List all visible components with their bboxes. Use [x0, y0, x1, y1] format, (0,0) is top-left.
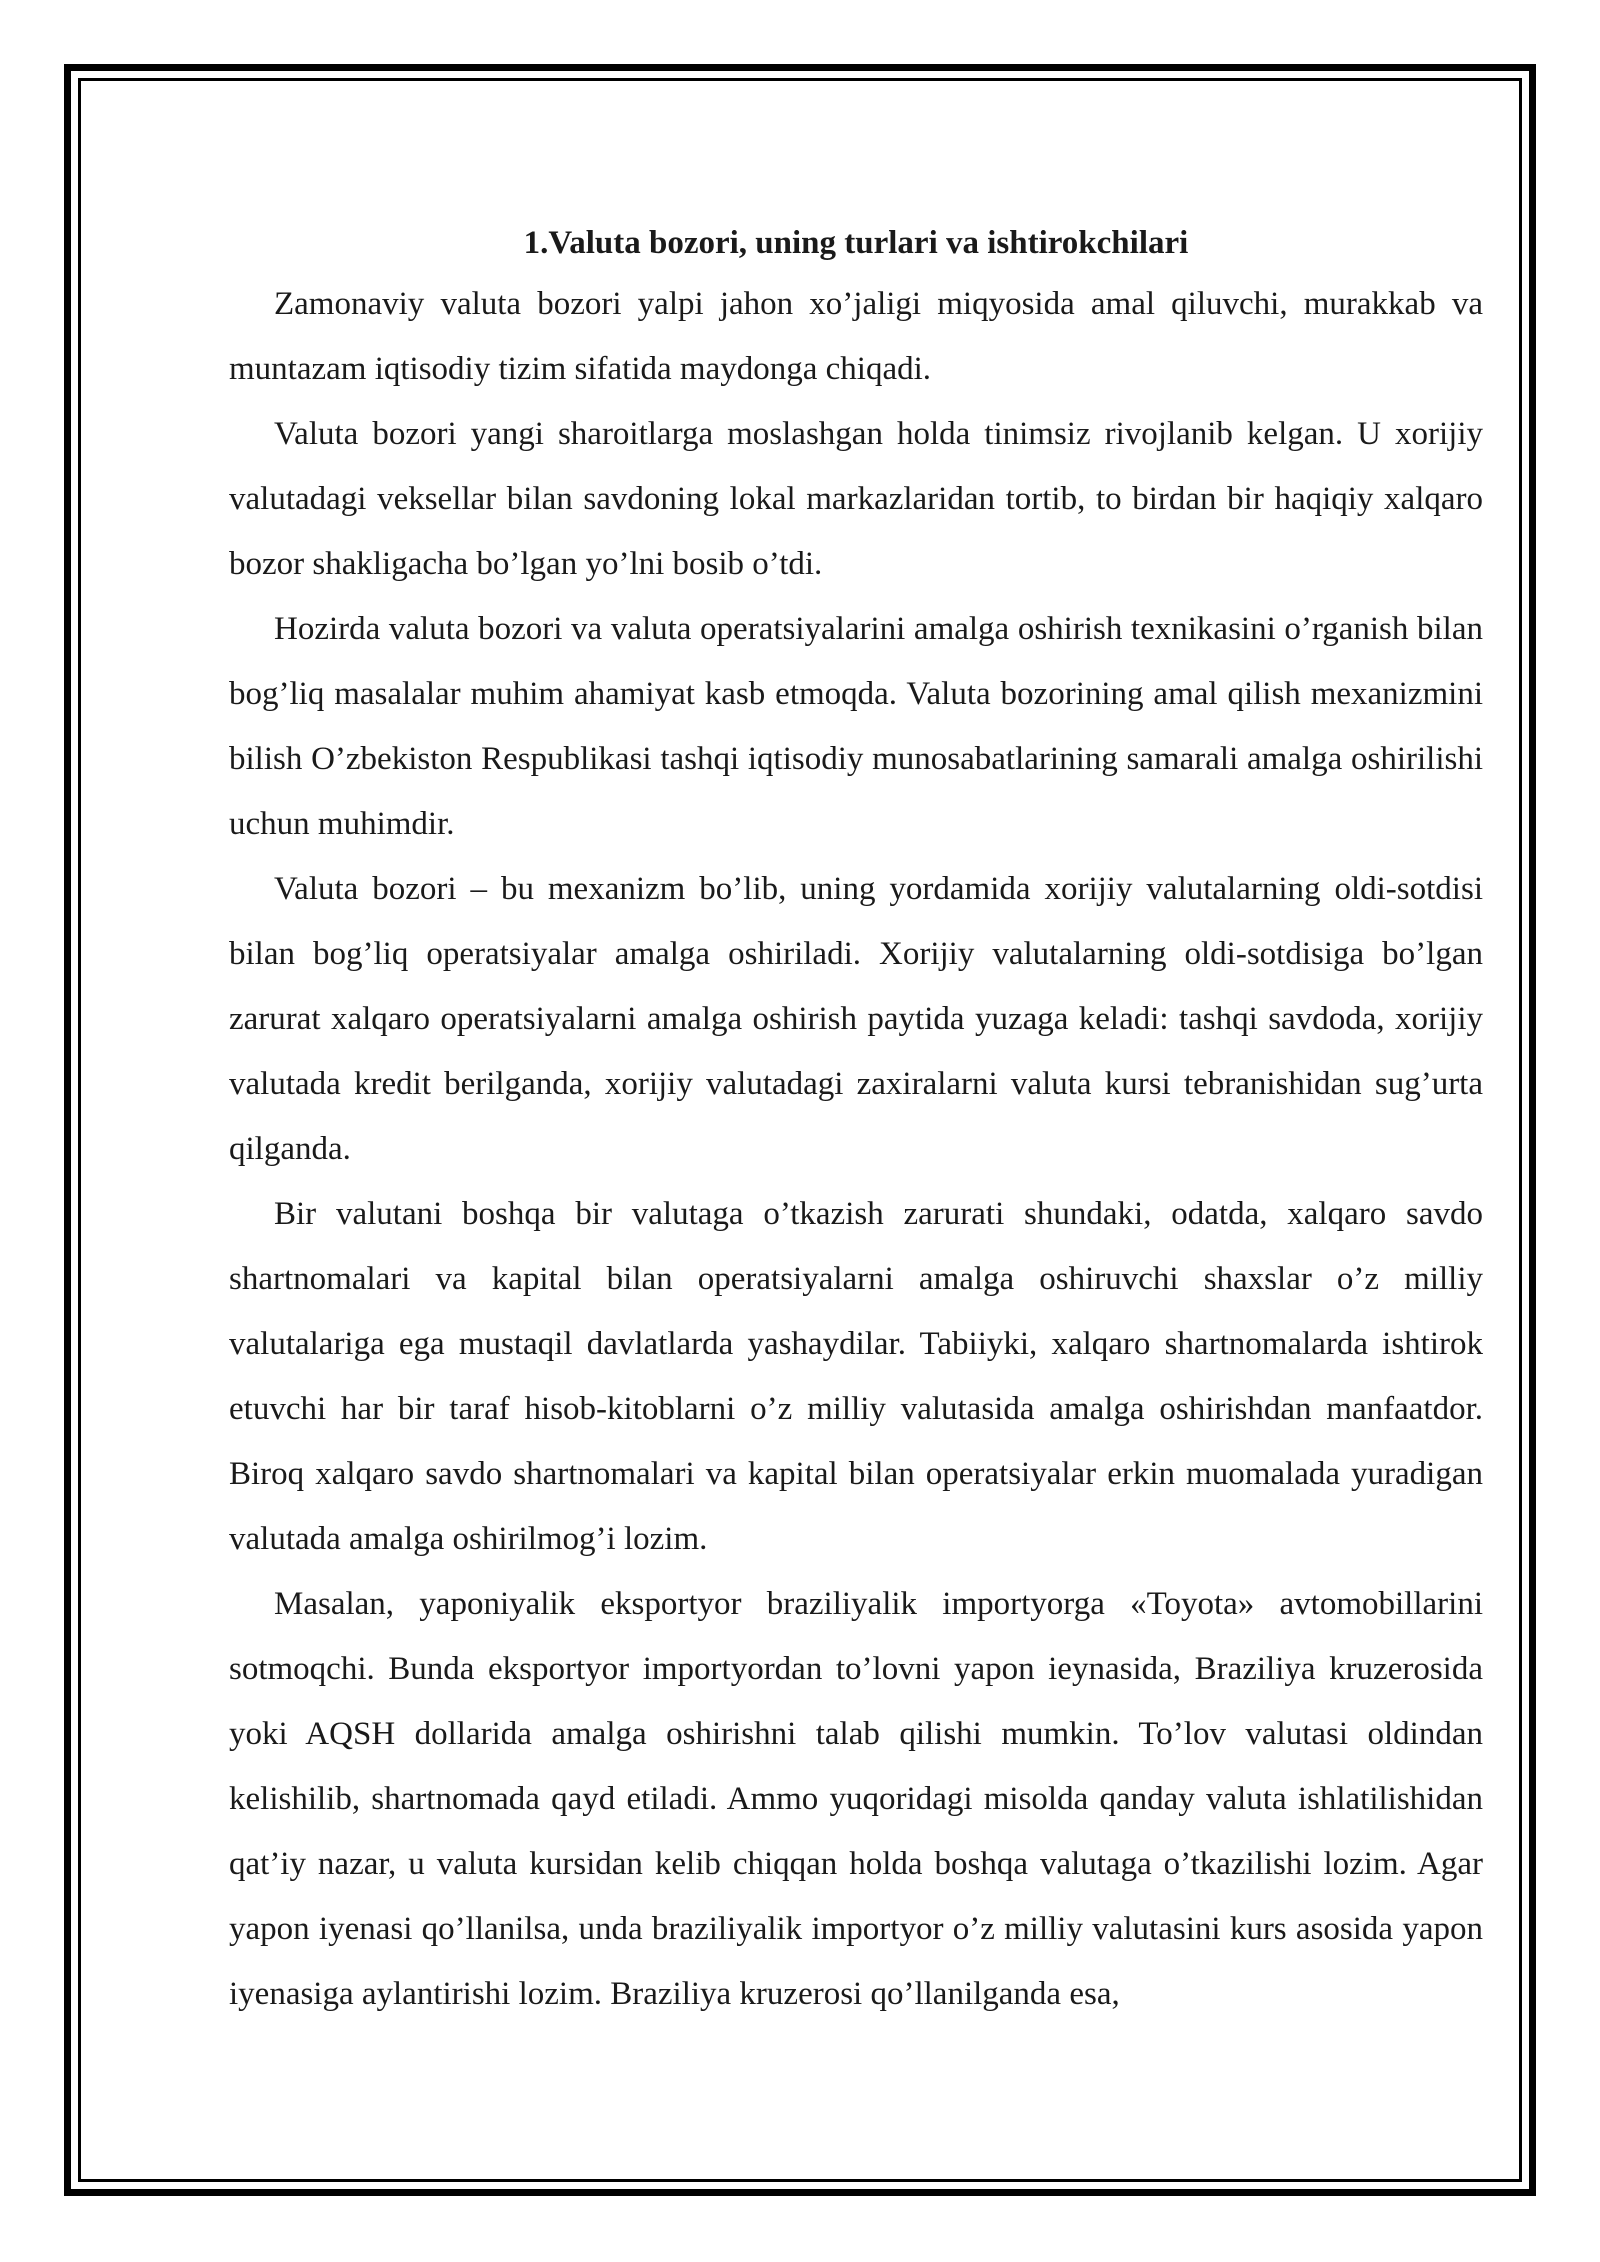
paragraph-5: Bir valutani boshqa bir valutaga o’tkazish zarurati shundaki, odatda, xalqaro savdo shartnomalari va kapital bilan operatsiyalarni amalga oshiruvchi shaxslar o’z milliy valutalariga ega mustaqil davlatlarda yashaydilar. Tabiiyki, xalqaro shartnomalarda ishtirok etuvchi har bir taraf hisob-kitoblarni o’z milliy valutasida amalga oshirishdan manfaatdor. Biroq xalqaro savdo shartnomalari va kapital bilan operatsiyalar erkin muomalada yuradigan valutada amalga oshirilmog’i lozim. — [229, 1196, 1483, 1557]
document-body — [229, 214, 1483, 2027]
paragraph-4: Valuta bozori – bu mexanizm bo’lib, uning yordamida xorijiy valutalarning oldi-sotdisi bilan bog’liq operatsiyalar amalga oshiriladi. Xorijiy valutalarning oldi-sotdisiga bo’lgan zarurat xalqaro operatsiyalarni amalga oshirish paytida yuzaga keladi: tashqi savdoda, xorijiy valutada kredit berilganda, xorijiy valutadagi zaxiralarni valuta kursi tebranishidan sug’urta qilganda. — [229, 871, 1483, 1167]
document-title: 1.Valuta bozori, uning turlari va ishtirokchilari — [523, 225, 1189, 261]
paragraph-6: Masalan, yaponiyalik eksportyor braziliyalik importyorga «Toyota» avtomobillarini sotmoqchi. Bunda eksportyor importyordan to’lovni yapon ieynasida, Braziliya kruzerosida yoki AQSH dollarida amalga oshirishni talab qilishi mumkin. To’lov valutasi oldindan kelishilib, shartnomada qayd etiladi. Ammo yuqoridagi misolda qanday valuta ishlatilishidan qat’iy nazar, u valuta kursidan kelib chiqqan holda boshqa valutaga o’tkazilishi lozim. Agar yapon iyenasi qo’llanilsa, unda braziliyalik importyor o’z milliy valutasini kurs asosida yapon iyenasiga aylantirishi lozim. Braziliya kruzerosi qo’llanilganda esa, — [229, 1586, 1483, 2012]
paragraph-3: Hozirda valuta bozori va valuta operatsiyalarini amalga oshirish texnikasini o’rganish bilan bog’liq masalalar muhim ahamiyat kasb etmoqda. Valuta bozorining amal qilish mexanizmini bilish O’zbekiston Respublikasi tashqi iqtisodiy munosabatlarining samarali amalga oshirilishi uchun muhimdir. — [229, 611, 1483, 842]
paragraph-2: Valuta bozori yangi sharoitlarga moslashgan holda tinimsiz rivojlanib kelgan. U xorijiy valutadagi veksellar bilan savdoning lokal markazlaridan tortib, to birdan bir haqiqiy xalqaro bozor shakligacha bo’lgan yo’lni bosib o’tdi. — [229, 416, 1483, 582]
paragraph-1: Zamonaviy valuta bozori yalpi jahon xo’jaligi miqyosida amal qiluvchi, murakkab va muntazam iqtisodiy tizim sifatida maydonga chiqadi. — [229, 286, 1483, 387]
